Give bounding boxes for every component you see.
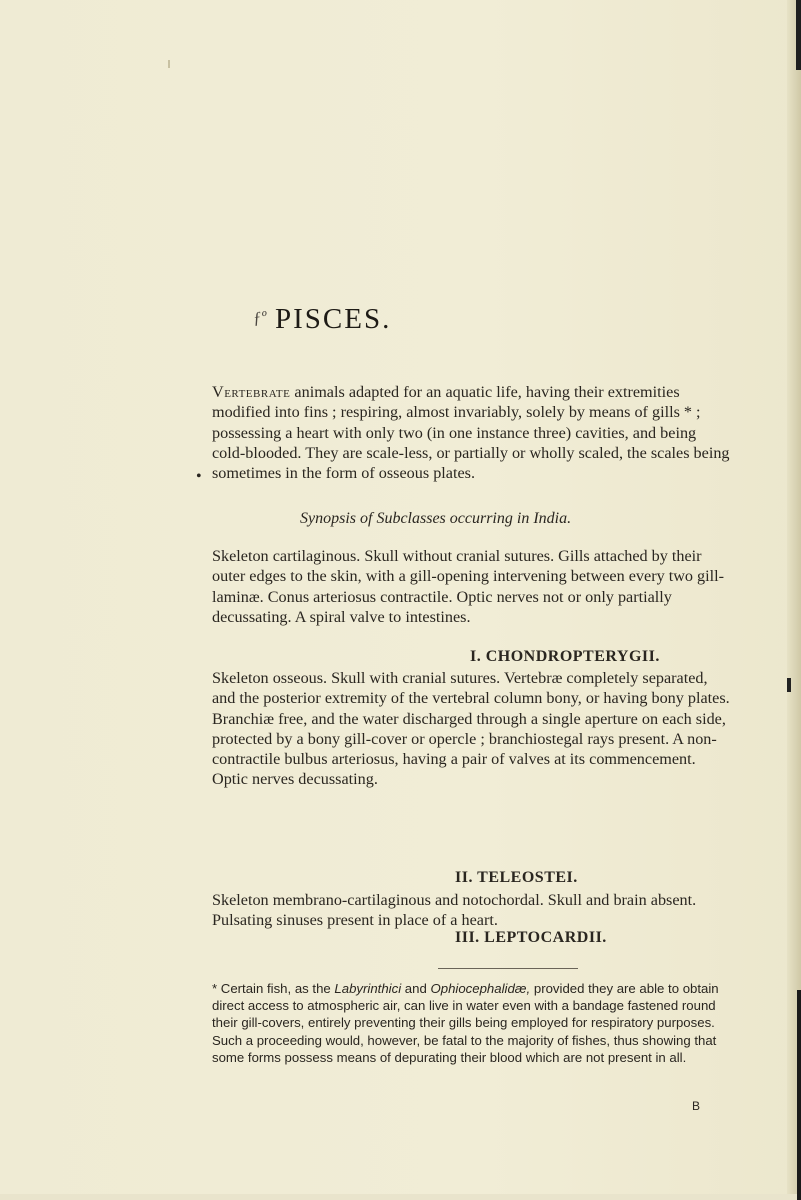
footnote-rule bbox=[438, 968, 578, 969]
footnote-text-c: provided they are able to obtain direct access to atmospheric air, can live in water even with a bandage fastened round their gill-covers, entirely preventing their gills being employed for respiratory purposes. Such a proceeding would, however, be fatal to the majority of fishes, thus showing that some forms possess means of depurating their blood which are not present in all. bbox=[212, 981, 719, 1065]
footnote bbox=[212, 980, 734, 1066]
footnote-text-a: Certain fish, as the bbox=[217, 981, 335, 996]
pencil-annotation: ƒº bbox=[251, 307, 268, 328]
footnote-italic-b: Ophiocephalidæ, bbox=[430, 981, 531, 996]
edge-dark-mark-top bbox=[796, 0, 801, 70]
intro-text: animals adapted for an aquatic life, having their extremities modified into fins ; respiring, almost invariably, solely by means of gills * ; possessing a heart with only two (in one instance three) cavities, and being cold-blooded. They are scale-less, or partially or wholly scaled, the scales being sometimes in the form of osseous plates. bbox=[212, 383, 730, 483]
subclass-label-1: I. CHONDROPTERYGII. bbox=[470, 648, 660, 665]
footnote-italic-a: Labyrinthici bbox=[334, 981, 402, 996]
intro-lead-word: Vertebrate bbox=[212, 383, 291, 401]
subclass-label-2: II. TELEOSTEI. bbox=[455, 869, 578, 886]
footnote-text-b: and bbox=[401, 981, 431, 996]
subclass-description-1: Skeleton cartilaginous. Skull without cranial sutures. Gills attached by their outer edges to the skin, with a gill-opening intervening between every two gill-laminæ. Conus arteriosus contractile. Optic nerves not or only partially decussating. A spiral valve to intestines. bbox=[212, 547, 725, 626]
printer-signature: B bbox=[692, 1099, 701, 1113]
synopsis-heading: Synopsis of Subclasses occurring in India. bbox=[300, 510, 572, 527]
edge-dark-dot bbox=[787, 678, 791, 692]
subclass-description-3: Skeleton membrano-cartilaginous and notochordal. Skull and brain absent. Pulsating sinuses present in place of a heart. bbox=[212, 891, 697, 930]
footnote-mark: * bbox=[212, 981, 218, 996]
page-title: PISCES. bbox=[275, 303, 392, 335]
edge-dark-mark-bottom bbox=[797, 990, 801, 1200]
margin-bullet: • bbox=[196, 468, 202, 485]
margin-mark bbox=[168, 60, 170, 68]
subclass-description-2: Skeleton osseous. Skull with cranial sutures. Vertebræ completely separated, and the posterior extremity of the vertebral column bony, or having bony plates. Branchiæ free, and the water discharged through a single aperture on each side, protected by a bony gill-cover or opercle ; branchiostegal rays present. A non-contractile bulbus arteriosus, having a pair of valves at its commencement. Optic nerves decussating. bbox=[212, 669, 730, 789]
subclass-label-3: III. LEPTOCARDII. bbox=[455, 929, 607, 946]
intro-paragraph bbox=[212, 382, 732, 483]
